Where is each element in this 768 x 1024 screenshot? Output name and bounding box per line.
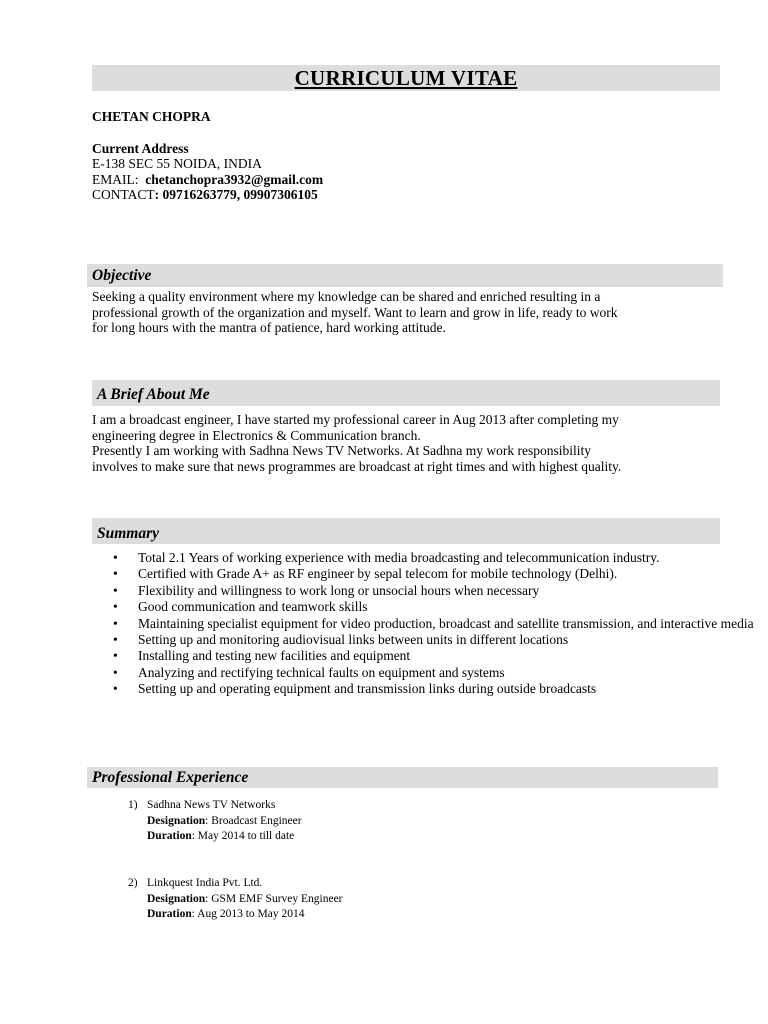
about-heading: A Brief About Me [97, 386, 210, 403]
about-text [92, 412, 712, 474]
objective-line: for long hours with the mantra of patience, hard working attitude. [92, 320, 446, 336]
experience-band [87, 767, 718, 788]
email-value: chetanchopra3932@gmail.com [145, 172, 324, 187]
about-band [92, 380, 720, 406]
summary-item: • Total 2.1 Years of working experience with media broadcasting and telecommunication industry. [138, 550, 758, 566]
experience-heading: Professional Experience [92, 769, 249, 786]
summary-heading: Summary [97, 525, 160, 542]
designation-label: Designation [147, 892, 206, 905]
job-duration [147, 829, 294, 845]
email-label: EMAIL: [92, 172, 139, 187]
summary-item: • Maintaining specialist equipment for video production, broadcast and satellite transmission, and interactive media [138, 616, 758, 632]
duration-value: : Aug 2013 to May 2014 [191, 908, 305, 920]
contact-value: : 09716263779, 09907306105 [154, 187, 318, 202]
objective-line: professional growth of the organization and myself. Want to learn and grow in life, ready to work [92, 304, 618, 320]
designation-value: : GSM EMF Survey Engineer [205, 892, 343, 905]
summary-list [92, 550, 758, 698]
job-entry [128, 876, 428, 924]
duration-label: Duration [147, 830, 192, 842]
summary-item: • Good communication and teamwork skills [138, 599, 758, 615]
job-designation [147, 892, 343, 908]
job-number: 2) [128, 877, 138, 889]
duration-label: Duration [147, 908, 192, 920]
job-number: 1) [128, 799, 138, 811]
summary-item: • Analyzing and rectifying technical faults on equipment and systems [138, 665, 758, 681]
summary-item: • Setting up and monitoring audiovisual links between units in different locations [138, 632, 758, 648]
job-company: Linkquest India Pvt. Ltd. [147, 877, 263, 889]
contact-line [92, 187, 318, 203]
title-band [92, 65, 720, 91]
address-line: E-138 SEC 55 NOIDA, INDIA [92, 156, 262, 171]
duration-value: : May 2014 to till date [191, 830, 295, 842]
summary-item: • Installing and testing new facilities and equipment [138, 648, 758, 664]
summary-item: • Setting up and operating equipment and transmission links during outside broadcasts [138, 681, 758, 697]
address-heading: Current Address [92, 141, 189, 156]
job-company: Sadhna News TV Networks [147, 799, 276, 811]
designation-value: : Broadcast Engineer [205, 814, 302, 827]
email-line [92, 172, 323, 188]
designation-label: Designation [147, 814, 206, 827]
contact-label: CONTACT [92, 187, 155, 202]
job-duration [147, 907, 305, 923]
summary-item: • Flexibility and willingness to work long or unsocial hours when necessary [138, 583, 758, 599]
job-designation [147, 814, 302, 830]
about-line: Presently I am working with Sadhna News TV Networks. At Sadhna my work responsibility [92, 443, 591, 459]
summary-item: • Certified with Grade A+ as RF engineer by sepal telecom for mobile technology (Delhi). [138, 566, 758, 582]
objective-heading: Objective [92, 267, 152, 284]
candidate-name: CHETAN CHOPRA [92, 109, 211, 124]
job-entry [128, 798, 428, 846]
objective-band [87, 264, 723, 287]
objective-line: Seeking a quality environment where my knowledge can be shared and enriched resulting in a [92, 289, 601, 304]
about-line: involves to make sure that news programmes are broadcast at right times and with highest quality. [92, 458, 622, 474]
document-title: CURRICULUM VITAE [294, 66, 518, 90]
summary-band [92, 518, 720, 544]
about-line: engineering degree in Electronics & Communication branch. [92, 427, 421, 443]
objective-text [92, 289, 712, 336]
about-line: I am a broadcast engineer, I have started my professional career in Aug 2013 after completing my [92, 412, 619, 427]
